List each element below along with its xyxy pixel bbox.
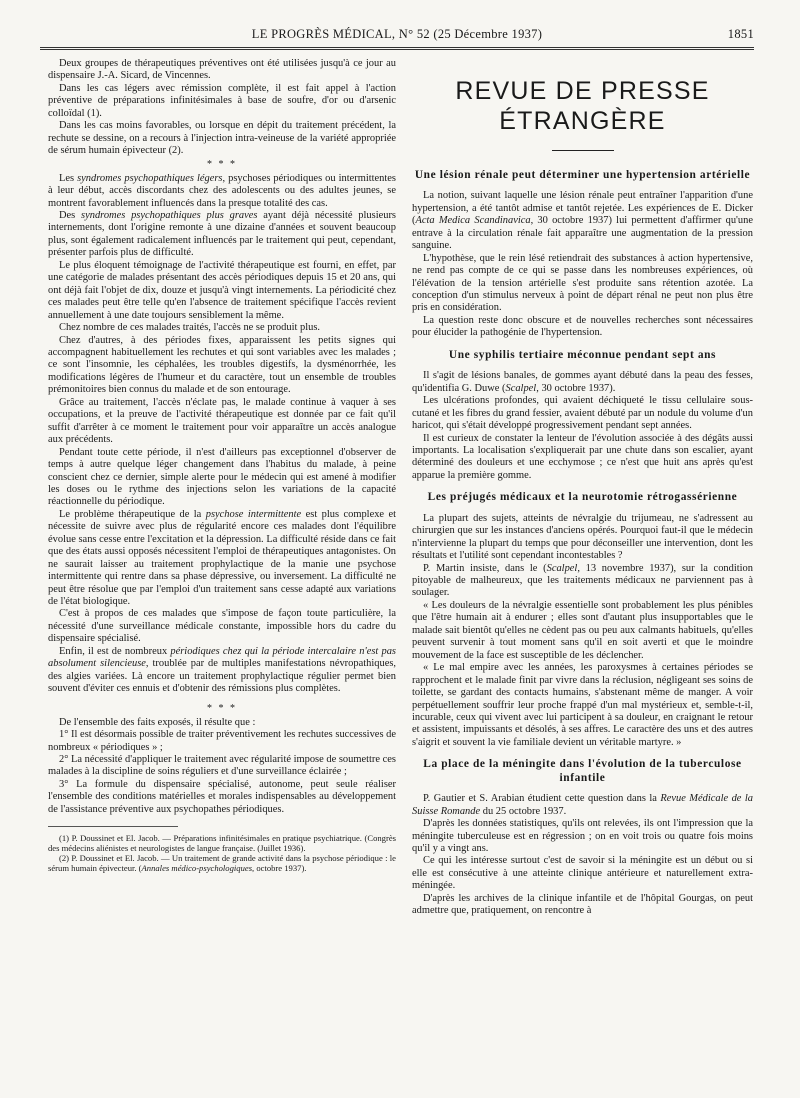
paragraph: 1° Il est désormais possible de traiter préventivement les rechutes successives de nombreux « périodiques » ;: [48, 729, 396, 753]
paragraph: 3° La formule du dispensaire spécialisé, autonome, peut seule réaliser l'ensemble des conditions matérielles et morales indispensables au développement de l'assistance préventive aux psychopathes périodiques.: [48, 778, 396, 815]
paragraph: Chez nombre de ces malades traités, l'accès ne se produit plus.: [59, 322, 320, 334]
paragraph: Les ulcérations profondes, qui avaient déchiqueté le tissu cellulaire sous-cutané et les fibres du grand fessier, avaient débuté par un nodule du volume d'un haricot, qui s'était développé progressivement pendant sept années.: [412, 395, 753, 432]
left-column: [48, 58, 396, 873]
paragraph: C'est à propos de ces malades que s'impose de façon toute particulière, la nécessité d'une surveillance médicale constante, impossible hors du cadre du dispensaire spécialisé.: [48, 608, 396, 645]
paragraph: Le problème thérapeutique de la psychose intermittente est plus complexe et nécessite de suivre avec plus de régularité encore ces malades dont l'équilibre évolue sans cesse entre l'excitation et la dépression. La difficulté réside dans ce fait que des états aussi opposés nécessitent l'emploi de thérapeutiques antagonistes. On ne saurait laisser au traitement prophylactique de la manie une psychose intermittente qui rentre dans sa phase dépressive, ou inversement. La difficulté ne peut être résolue que par l'emploi d'un traitement sans cesse adapté aux variations de l'état biologique.: [48, 508, 397, 608]
article-title: Une syphilis tertiaire méconnue pendant sept ans: [448, 348, 717, 361]
paragraph: D'après les données statistiques, qu'ils ont relevées, ils ont l'impression que la méningite tuberculeuse est en régression ; on en voit trois ou quatre fois moins qu'il y a vingt ans.: [412, 818, 753, 854]
paragraph: Il est curieux de constater la lenteur de l'évolution associée à des dégâts aussi importants. La localisation s'expliquerait par une chute dans son escalier, ayant déterminé des douleurs et une ecchymose ; ce n'est que huit ans après qu'est apparue la première gomme.: [412, 432, 753, 481]
paragraph: L'hypothèse, que le rein lésé retiendrait des substances à action hypertensive, ne rend pas compte de ce qui se passe dans les nombreuses expériences, où l'élévation de la tension artérielle s'est produite sans rétention azotée. La conception d'un stimulus nerveux à point de départ rénal ne peut non plus être pris en considération.: [412, 252, 753, 314]
paragraph: Deux groupes de thérapeutiques préventives ont été utilisées jusqu'à ce jour au dispensaire J.-A. Sicard, de Vincennes.: [48, 58, 396, 82]
paragraph: P. Gautier et S. Arabian étudient cette question dans la Revue Médicale de la Suisse Romande du 25 octobre 1937.: [412, 793, 753, 817]
journal-title: LE PROGRÈS MÉDICAL, N° 52 (25 Décembre 1937): [251, 27, 543, 41]
footnote-rule: [48, 826, 178, 827]
right-column: [412, 70, 753, 918]
paragraph: Le plus éloquent témoignage de l'activité thérapeutique est fourni, en effet, par une catégorie de malades présentant des accès périodiques depuis 15 et 20 ans, qui ont déjà fait l'objet de dix, douze et jusqu'à vingt internements. La périodicité chez ces malades peut être telle qu'en l'absence de traitement spécifique l'accès revient annuellement à une date toujours sensiblement la même.: [48, 259, 396, 321]
section-separator: * * *: [207, 158, 237, 170]
heading-rule: [552, 150, 614, 151]
paragraph: Pendant toute cette période, il n'est d'ailleurs pas exceptionnel d'observer de temps à autre quelque léger changement dans l'habitus du malade, à peine conscient chez ce dernier, simple alerte pour le médecin qui est amené à modifier les doses ou le rythme des injections selon les variations de la capacité réactionnelle du périodique.: [48, 446, 396, 508]
paragraph: « Le mal empire avec les années, les paroxysmes à certaines périodes se rapprochent et le malade finit par vivre dans la réclusion, négligeant ses soins de toilette, se gardant des contacts humains, s'abstenant même de manger. A voir perpétuellement souffrir leur proche frappé d'un mal mystérieux et, semble-t-il, incurable, ceux qui vivent avec lui participent à sa douleur, en craignant le retour et assistent, impuissants et désolés, à ses affres. Le caractère des uns et des autres s'aigrit et souvent la vie familiale devient un véritable martyre. »: [412, 662, 753, 748]
article-title: Une lésion rénale peut déterminer une hypertension artérielle: [414, 169, 751, 181]
footnotes: [48, 833, 396, 873]
paragraph: « Les douleurs de la névralgie essentielle sont probablement les plus pénibles que l'être humain ait à endurer ; elles sont d'autant plus insupportables que le malade sait bientôt qu'elles ne cèdent pas ou peu aux calmants habituels, qu'elles peuvent survenir à tout moment sans qu'il en soit averti et que le moindre mouvement de la face est susceptible de les déclencher.: [412, 599, 753, 661]
article-title: Les préjugés médicaux et la neurotomie rétrogassérienne: [427, 491, 738, 504]
header-rule: [40, 47, 754, 48]
paragraph: Dans les cas légers avec rémission complète, il est fait appel à l'action préventive de préparations infinitésimales à base de soufre, d'or ou d'arsenic colloïdal (1).: [48, 82, 396, 119]
footnote: (1) P. Doussinet et El. Jacob. — Préparations infinitésimales en pratique psychiatrique. (Congrès des médecins aliénistes et neurologistes de langue française. (Juillet 1936).: [48, 833, 396, 854]
paragraph: Il s'agit de lésions banales, de gommes ayant débuté dans la peau des fesses, qu'identifia G. Duwe (Scalpel, 30 octobre 1937).: [412, 370, 753, 394]
paragraph: Grâce au traitement, l'accès n'éclate pas, le malade continue à vaquer à ses occupations, et la preuve de l'activité thérapeutique est donnée par ce fait qu'il suffit d'arrêter à ce moment le traitement pour voir apparaître un accès analogue aux précédents.: [48, 396, 396, 446]
footnote: (2) P. Doussinet et El. Jacob. — Un traitement de grande activité dans la psychose périodique : le sérum humain épivecteur. (Annales médico-psychologiques, octobre 1937).: [48, 853, 396, 874]
paragraph: La plupart des sujets, atteints de névralgie du trijumeau, ne s'adressent au chirurgien que sur les instances d'anciens opérés. Pourquoi faut-il que le médecin n'intervienne la plupart du temps que pour déconseiller une intervention, dont les résultats et l'utilité sont cependant incontestables ?: [412, 512, 753, 562]
page-number: 1851: [727, 27, 754, 41]
paragraph: Dans les cas moins favorables, ou lorsque en dépit du traitement précédent, la rechute se dessine, on a recours à l'injection intra-veineuse de la variété appropriée de sérum humain épivecteur (2).: [48, 120, 396, 157]
paragraph: Des syndromes psychopathiques plus graves ayant déjà nécessité plusieurs internements, dont l'origine remonte à une dizaine d'années et souvent beaucoup plus, sont également radicalement influencés par le traitement qui peut, cependant, présenter parfois plus de difficulté.: [48, 209, 396, 259]
header-rule-double: [40, 49, 754, 50]
paragraph: De l'ensemble des faits exposés, il résulte que :: [59, 716, 256, 728]
section-separator: * * *: [207, 702, 237, 714]
section-heading: REVUE DE PRESSE ÉTRANGÈRE: [455, 77, 710, 135]
paragraph: Chez d'autres, à des périodes fixes, apparaissent les petits signes qui accompagnent habituellement les rechutes et qui sont variables avec les malades ; ce sont l'insomnie, les céphalées, les troubles digestifs, la dysménorrhée, les modifications légères de l'humeur et du caractère, tout un ensemble de troubles prémonitoires bien connus du malade et de son entourage.: [48, 334, 396, 396]
paragraph: P. Martin insiste, dans le (Scalpel, 13 novembre 1937), sur la condition pitoyable de malheureux, que les traitements médicaux ne parviennent pas à soulager.: [412, 562, 753, 599]
paragraph: La question reste donc obscure et de nouvelles recherches sont nécessaires pour élucider la pathogénie de l'hypertension.: [412, 314, 753, 339]
article-title: La place de la méningite dans l'évolution de la tuberculose infantile: [423, 758, 742, 784]
running-header: [40, 27, 754, 47]
paragraph: La notion, suivant laquelle une lésion rénale peut entraîner l'apparition d'une hypertension, a été tantôt admise et tantôt rejetée. Les expériences de E. Dicker (Acta Medica Scandinavica, 30 octobre 1937) lui permettent d'affirmer qu'une entrave à la circulation rénale fait apparaître une augmentation de la pression sanguine.: [412, 190, 753, 252]
paragraph: Enfin, il est de nombreux périodiques chez qui la période intercalaire n'est pas absolument silencieuse, troublée par de multiples manifestations névropathiques, des algies variées. Là encore un traitement prophylactique régulier permet bien souvent d'éviter ces ennuis et d'obtenir des rémissions plus complètes.: [48, 645, 396, 695]
paragraph: Ce qui les intéresse surtout c'est de savoir si la méningite est un début ou si elle est consécutive à une atteinte clinique antérieure et naturellement extra-méningée.: [412, 855, 753, 892]
paragraph: 2° La nécessité d'appliquer le traitement avec régularité impose de soumettre ces malades à la discipline de soins réguliers et d'une surveillance éclairée ;: [48, 754, 396, 778]
paragraph: D'après les archives de la clinique infantile et de l'hôpital Gourgas, on peut admettre que, pratiquement, on rencontre à: [412, 892, 753, 917]
paragraph: Les syndromes psychopathiques légers, psychoses périodiques ou intermittentes à leur début, accès discordants chez des adolescents ou des adultes jeunes, se montrent favorablement influencés dans la presque totalité des cas.: [48, 172, 396, 209]
